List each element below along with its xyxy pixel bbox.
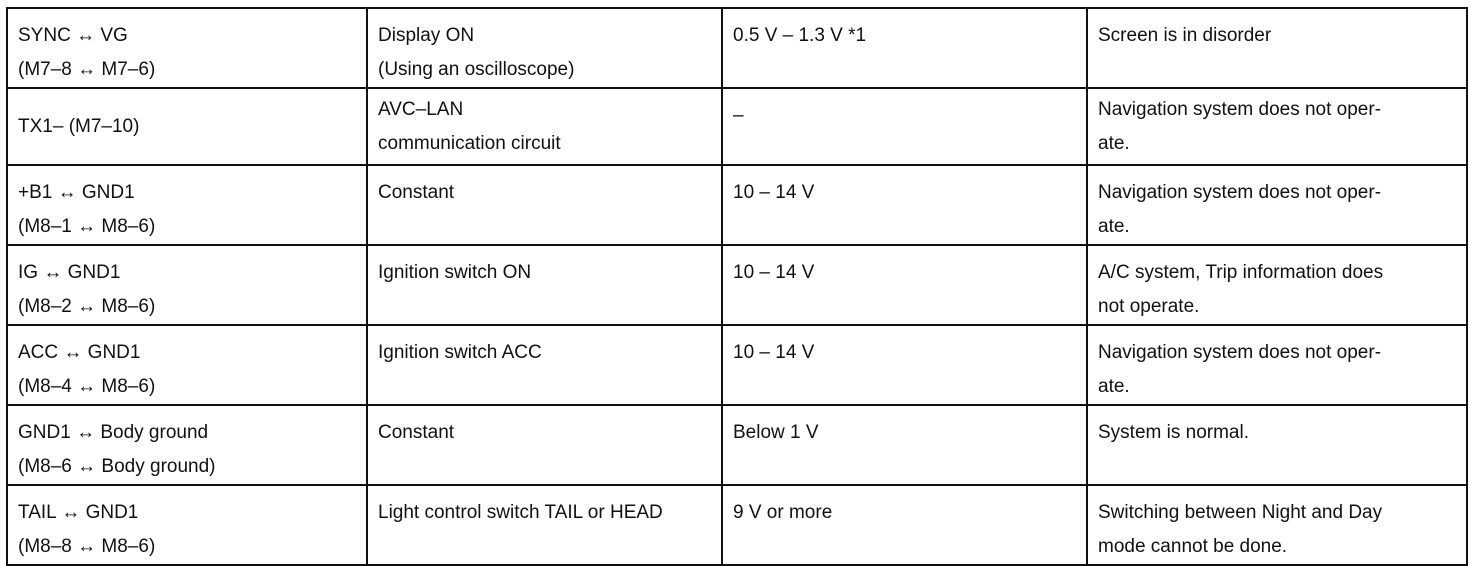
symptom-line: Screen is in disorder (1098, 25, 1272, 46)
spec-line: 10 – 14 V (733, 342, 815, 363)
terminal-line: TX1– (M7–10) (18, 115, 140, 137)
condition-line: Light control switch TAIL or HEAD (378, 502, 663, 523)
symptom-cell (1087, 8, 1467, 88)
terminal-line: (M8–1 ↔ M8–6) (18, 216, 156, 237)
symptom-line: ate. (1098, 376, 1130, 397)
terminal-line: (M8–4 ↔ M8–6) (18, 376, 156, 397)
terminal-cell (7, 245, 367, 325)
spec-cell (722, 165, 1087, 245)
terminal-cell (7, 8, 367, 88)
condition-line: Ignition switch ON (378, 262, 532, 283)
condition-cell (367, 88, 722, 165)
symptom-cell (1087, 405, 1467, 485)
terminal-cell (7, 405, 367, 485)
terminal-line: (M8–8 ↔ M8–6) (18, 536, 156, 557)
terminal-cell (7, 485, 367, 565)
symptom-cell (1087, 165, 1467, 245)
condition-cell (367, 165, 722, 245)
symptom-line: ate. (1098, 216, 1130, 237)
symptom-line: not operate. (1098, 296, 1200, 317)
spec-line: 0.5 V – 1.3 V *1 (733, 25, 867, 46)
condition-line: Display ON (378, 25, 475, 46)
condition-line: Ignition switch ACC (378, 342, 542, 363)
terminal-spec-table (6, 7, 1468, 566)
symptom-line: mode cannot be done. (1098, 536, 1288, 557)
condition-line: Constant (378, 182, 455, 203)
symptom-cell (1087, 245, 1467, 325)
spec-line: – (733, 105, 744, 126)
terminal-line: GND1 ↔ Body ground (18, 422, 209, 443)
terminal-line: TAIL ↔ GND1 (18, 502, 139, 523)
symptom-cell (1087, 485, 1467, 565)
spec-line: 10 – 14 V (733, 182, 815, 203)
condition-cell (367, 325, 722, 405)
spec-cell (722, 325, 1087, 405)
symptom-cell (1087, 88, 1467, 165)
terminal-cell (7, 325, 367, 405)
symptom-line: Switching between Night and Day (1098, 502, 1383, 523)
table-row (7, 325, 1467, 405)
terminal-line: SYNC ↔ VG (18, 25, 128, 46)
spec-line: 10 – 14 V (733, 262, 815, 283)
terminal-line: (M8–2 ↔ M8–6) (18, 296, 156, 317)
condition-line: Constant (378, 422, 455, 443)
table-row (7, 165, 1467, 245)
terminal-cell (7, 165, 367, 245)
terminal-line: ACC ↔ GND1 (18, 342, 141, 363)
condition-line: (Using an oscilloscope) (378, 59, 575, 80)
condition-cell (367, 245, 722, 325)
symptom-cell (1087, 325, 1467, 405)
spec-line: 9 V or more (733, 502, 833, 523)
spec-cell (722, 245, 1087, 325)
spec-cell (722, 8, 1087, 88)
table-row (7, 88, 1467, 165)
spec-cell (722, 405, 1087, 485)
condition-cell (367, 485, 722, 565)
condition-line: communication circuit (378, 133, 561, 154)
terminal-line: +B1 ↔ GND1 (18, 182, 135, 203)
table-row (7, 245, 1467, 325)
table-row (7, 485, 1467, 565)
condition-line: AVC–LAN (378, 99, 464, 120)
terminal-cell (7, 88, 367, 165)
terminal-line: (M7–8 ↔ M7–6) (18, 59, 156, 80)
terminal-line: IG ↔ GND1 (18, 262, 121, 283)
table-row (7, 405, 1467, 485)
terminal-line: (M8–6 ↔ Body ground) (18, 456, 216, 477)
spec-line: Below 1 V (733, 422, 819, 443)
symptom-line: Navigation system does not oper- (1098, 99, 1382, 120)
symptom-line: ate. (1098, 133, 1130, 154)
table-row (7, 8, 1467, 88)
table-body (7, 8, 1467, 565)
condition-cell (367, 405, 722, 485)
symptom-line: Navigation system does not oper- (1098, 182, 1382, 203)
spec-cell (722, 485, 1087, 565)
symptom-line: A/C system, Trip information does (1098, 262, 1384, 283)
symptom-line: Navigation system does not oper- (1098, 342, 1382, 363)
condition-cell (367, 8, 722, 88)
symptom-line: System is normal. (1098, 422, 1249, 443)
spec-cell (722, 88, 1087, 165)
